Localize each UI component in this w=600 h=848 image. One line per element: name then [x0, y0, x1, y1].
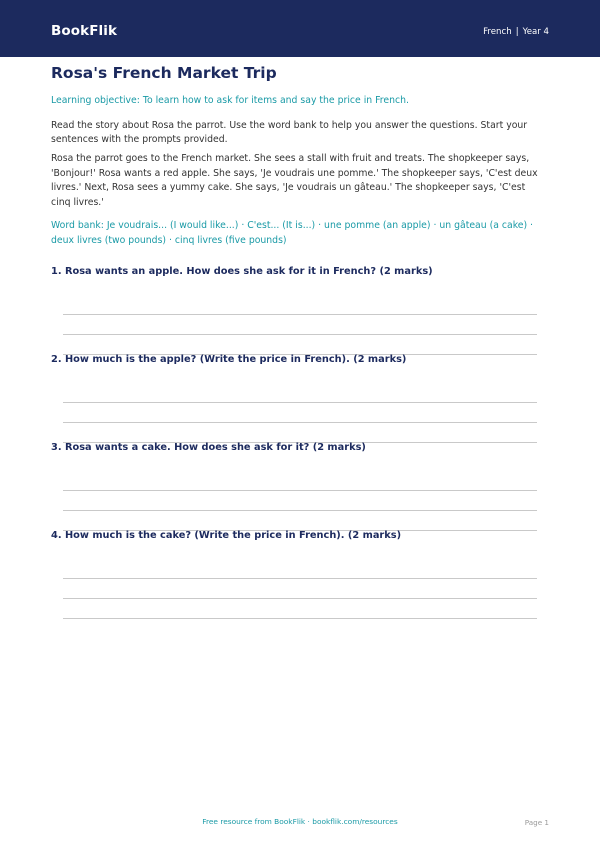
subject-label: French	[483, 27, 512, 37]
answer-line[interactable]	[63, 618, 537, 619]
answer-line[interactable]	[63, 510, 537, 511]
worksheet-title: Rosa's French Market Trip	[51, 64, 277, 82]
answer-line[interactable]	[63, 598, 537, 599]
question-1: 1. Rosa wants an apple. How does she ask for it in French? (2 marks)	[51, 266, 433, 277]
word-bank: Word bank: Je voudrais... (I would like...) · C'est... (It is...) · une pomme (an apple) · un gâteau (a cake) · deux livres (two pounds) · cinq livres (five pounds)	[51, 220, 534, 246]
answer-line[interactable]	[63, 422, 537, 423]
question-2: 2. How much is the apple? (Write the price in French). (2 marks)	[51, 354, 407, 365]
answer-line[interactable]	[63, 334, 537, 335]
page-header	[0, 0, 600, 57]
answer-line[interactable]	[63, 578, 537, 579]
answer-line[interactable]	[63, 402, 537, 403]
page-number: Page 1	[524, 818, 549, 827]
footer-credit: Free resource from BookFlik · bookflik.com/resources	[202, 817, 398, 826]
instructions-text: Read the story about Rosa the parrot. Use the word bank to help you answer the questions. Start your sentences with the prompts provided.	[51, 120, 528, 145]
header-meta	[483, 27, 549, 37]
answer-line[interactable]	[63, 490, 537, 491]
question-3: 3. Rosa wants a cake. How does she ask for it? (2 marks)	[51, 442, 366, 453]
answer-line[interactable]	[63, 314, 537, 315]
story-text: Rosa the parrot goes to the French market. She sees a stall with fruit and treats. The shopkeeper says, 'Bonjour!' Rosa wants a red apple. She says, 'Je voudrais une pomme.' The shopkeeper says, 'C'est deux livres.' Next, Rosa sees a yummy cake. She says, 'Je voudrais un gâteau.' The shopkeeper says, 'C'est cinq livres.'	[51, 153, 538, 208]
learning-objective: Learning objective: To learn how to ask for items and say the price in French.	[51, 95, 409, 106]
brand-logo-text: BookFlik	[51, 23, 118, 39]
year-label: Year 4	[522, 27, 549, 37]
meta-separator: |	[515, 27, 519, 37]
question-4: 4. How much is the cake? (Write the price in French). (2 marks)	[51, 530, 402, 541]
